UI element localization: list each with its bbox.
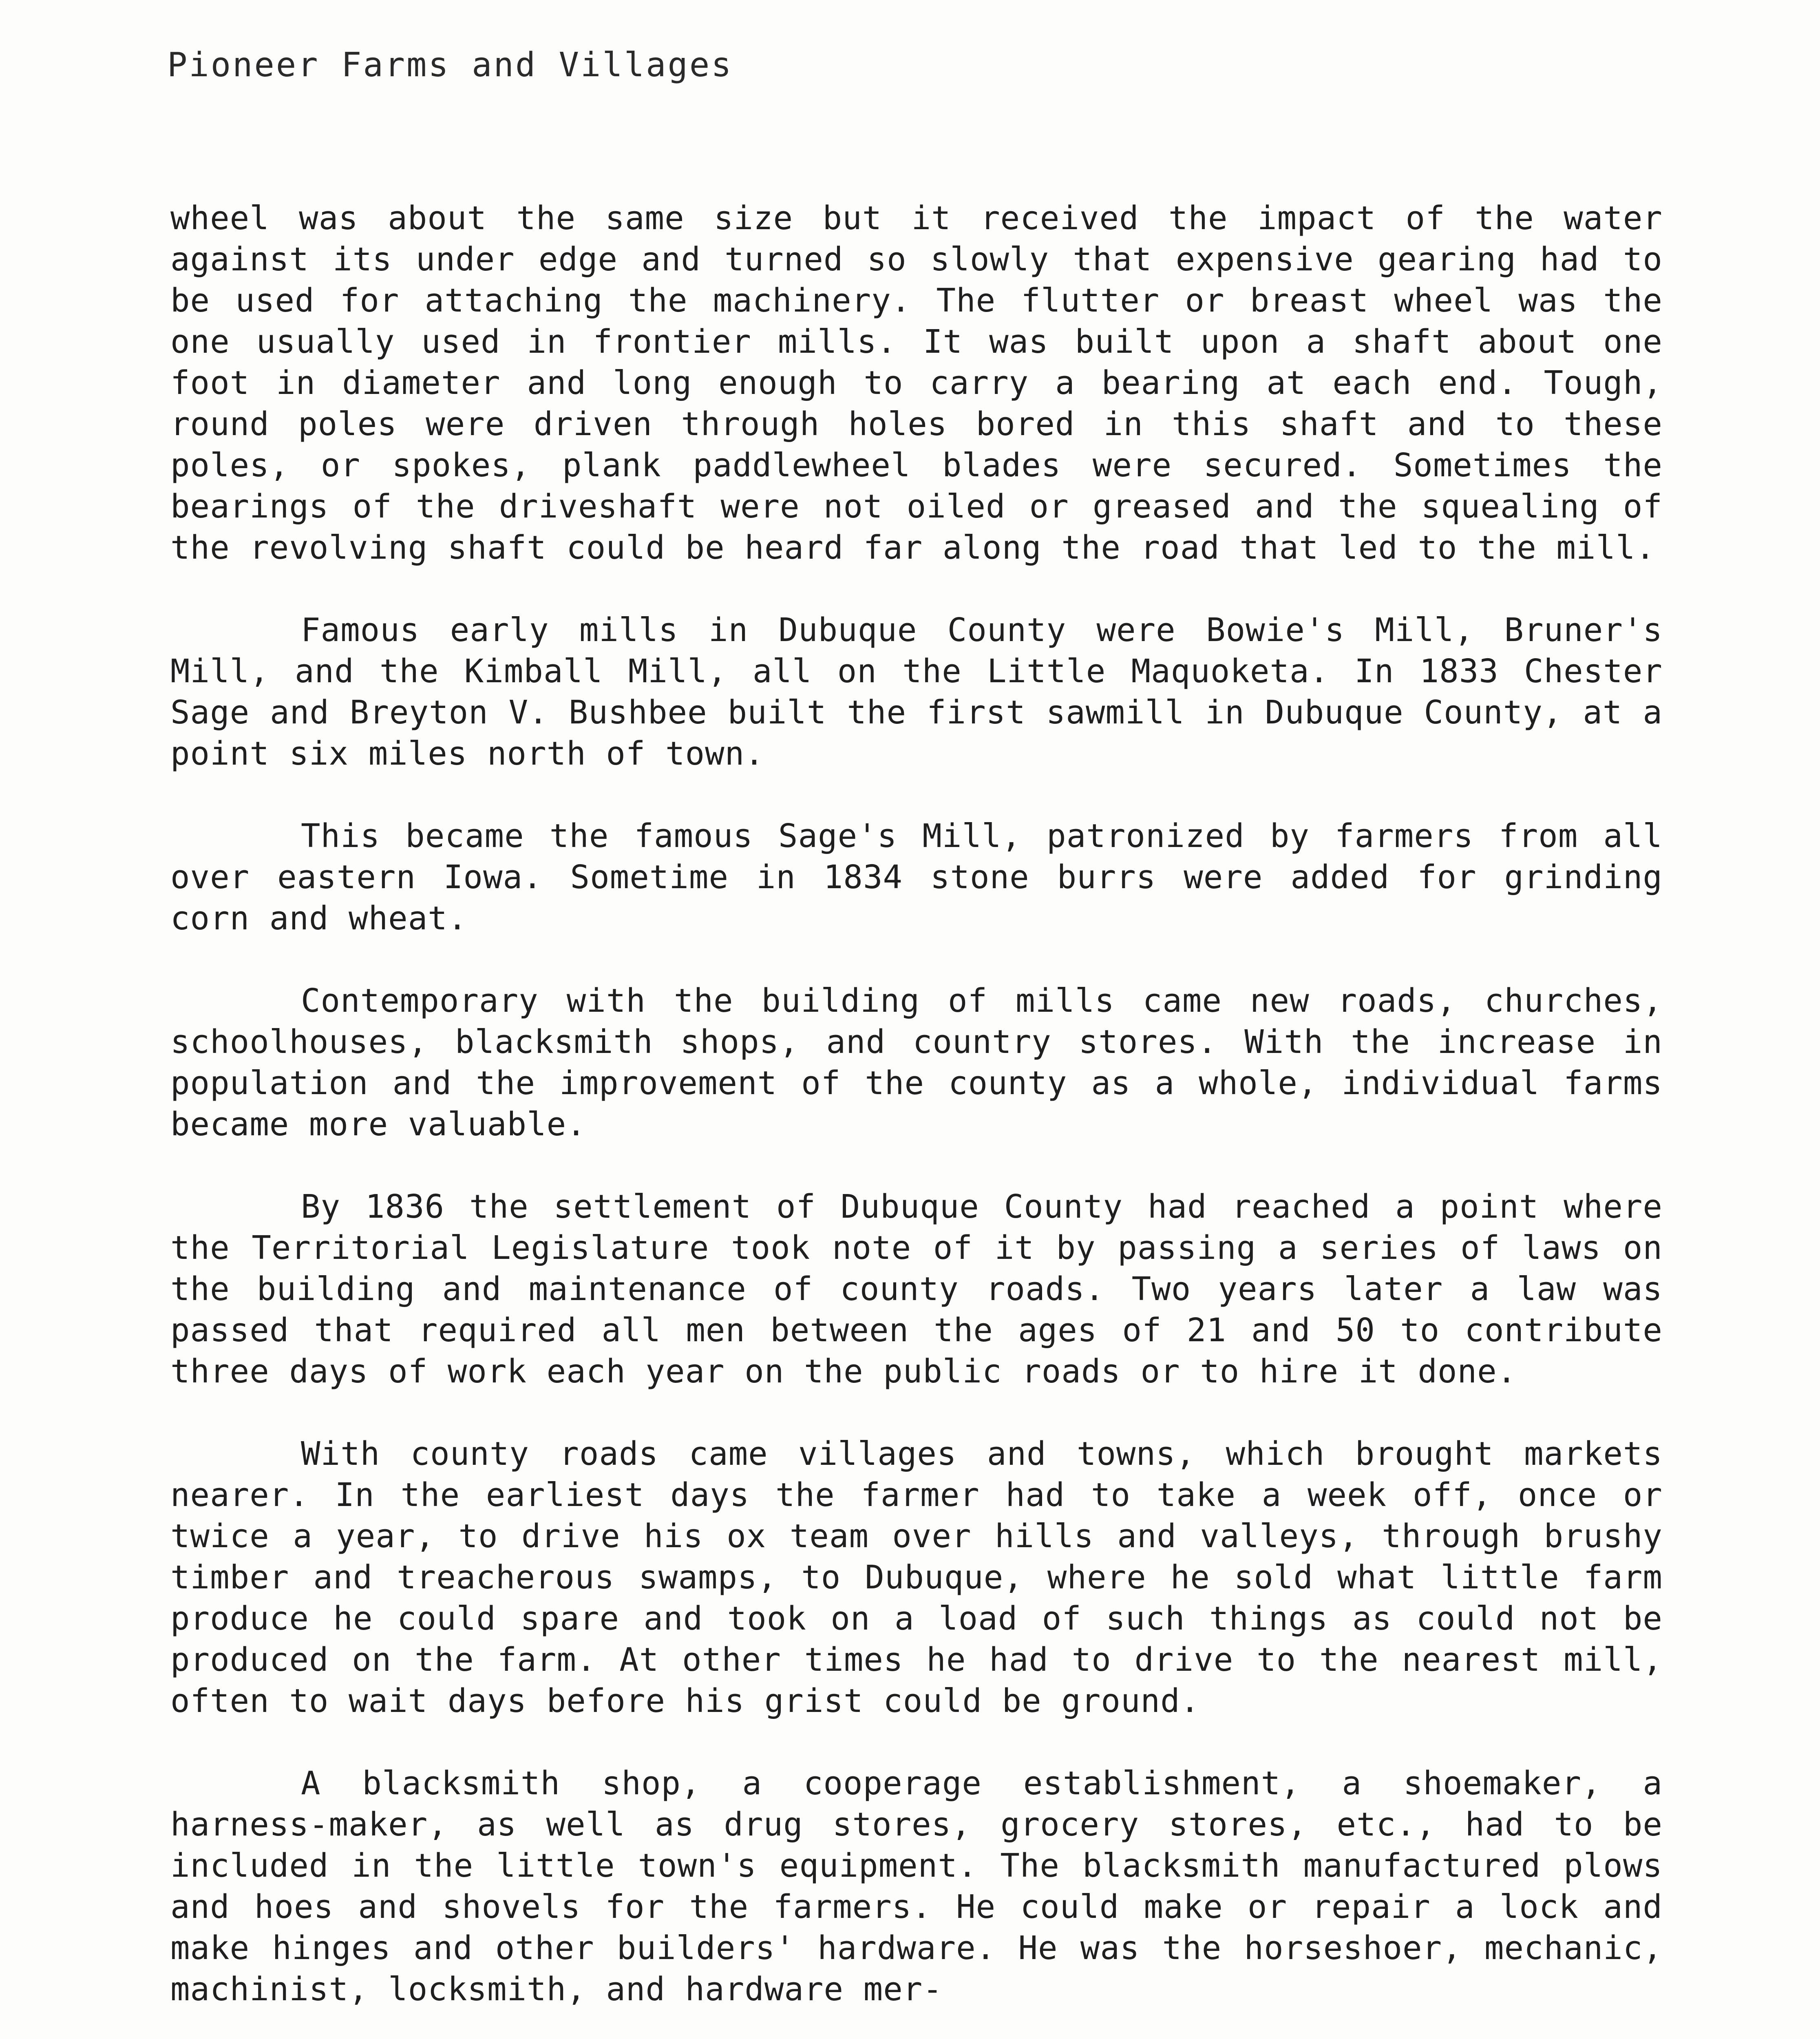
running-header: Pioneer Farms and Villages: [167, 46, 733, 84]
paragraph-5: By 1836 the settlement of Dubuque County had reached a point where the Territorial Legislature took note of it by passing a series of laws on the building and maintenance of county roads. Two years later a law was passed that required all men between the ages of 21 and 50 to contribute three days of work each year on the public roads or to hire it done.: [170, 1188, 1663, 1390]
paragraph-3: This became the famous Sage's Mill, patronized by farmers from all over eastern Iowa. Sometime in 1834 stone burrs were added for grinding corn and wheat.: [170, 817, 1663, 937]
body-text: [170, 198, 1663, 2010]
paragraph-2: Famous early mills in Dubuque County were Bowie's Mill, Bruner's Mill, and the Kimball Mill, all on the Little Maquoketa. In 1833 Chester Sage and Breyton V. Bushbee built the first sawmill in Dubuque County, at a point six miles north of town.: [170, 611, 1663, 772]
paragraph-7: A blacksmith shop, a cooperage establishment, a shoemaker, a harness-maker, as well as drug stores, grocery stores, etc., had to be included in the little town's equipment. The blacksmith manufactured plows and hoes and shovels for the farmers. He could make or repair a lock and make hinges and other builders' hardware. He was the horseshoer, mechanic, machinist, locksmith, and hardware mer-: [170, 1765, 1663, 2008]
paragraph-4: Contemporary with the building of mills came new roads, churches, schoolhouses, blacksmith shops, and country stores. With the increase in population and the improvement of the county as a whole, individual farms became more valuable.: [170, 982, 1663, 1143]
paragraph-1: wheel was about the same size but it received the impact of the water against its under edge and turned so slowly that expensive gearing had to be used for attaching the machinery. The flutter or breast wheel was the one usually used in frontier mills. It was built upon a shaft about one foot in diameter and long enough to carry a bearing at each end. Tough, round poles were driven through holes bored in this shaft and to these poles, or spokes, plank paddlewheel blades were secured. Sometimes the bearings of the driveshaft were not oiled or greased and the squealing of the revolving shaft could be heard far along the road that led to the mill.: [170, 199, 1663, 566]
paragraph-6: With county roads came villages and towns, which brought markets nearer. In the earliest days the farmer had to take a week off, once or twice a year, to drive his ox team over hills and valleys, through brushy timber and treacherous swamps, to Dubuque, where he sold what little farm produce he could spare and took on a load of such things as could not be produced on the farm. At other times he had to drive to the nearest mill, often to wait days before his grist could be ground.: [170, 1435, 1663, 1720]
